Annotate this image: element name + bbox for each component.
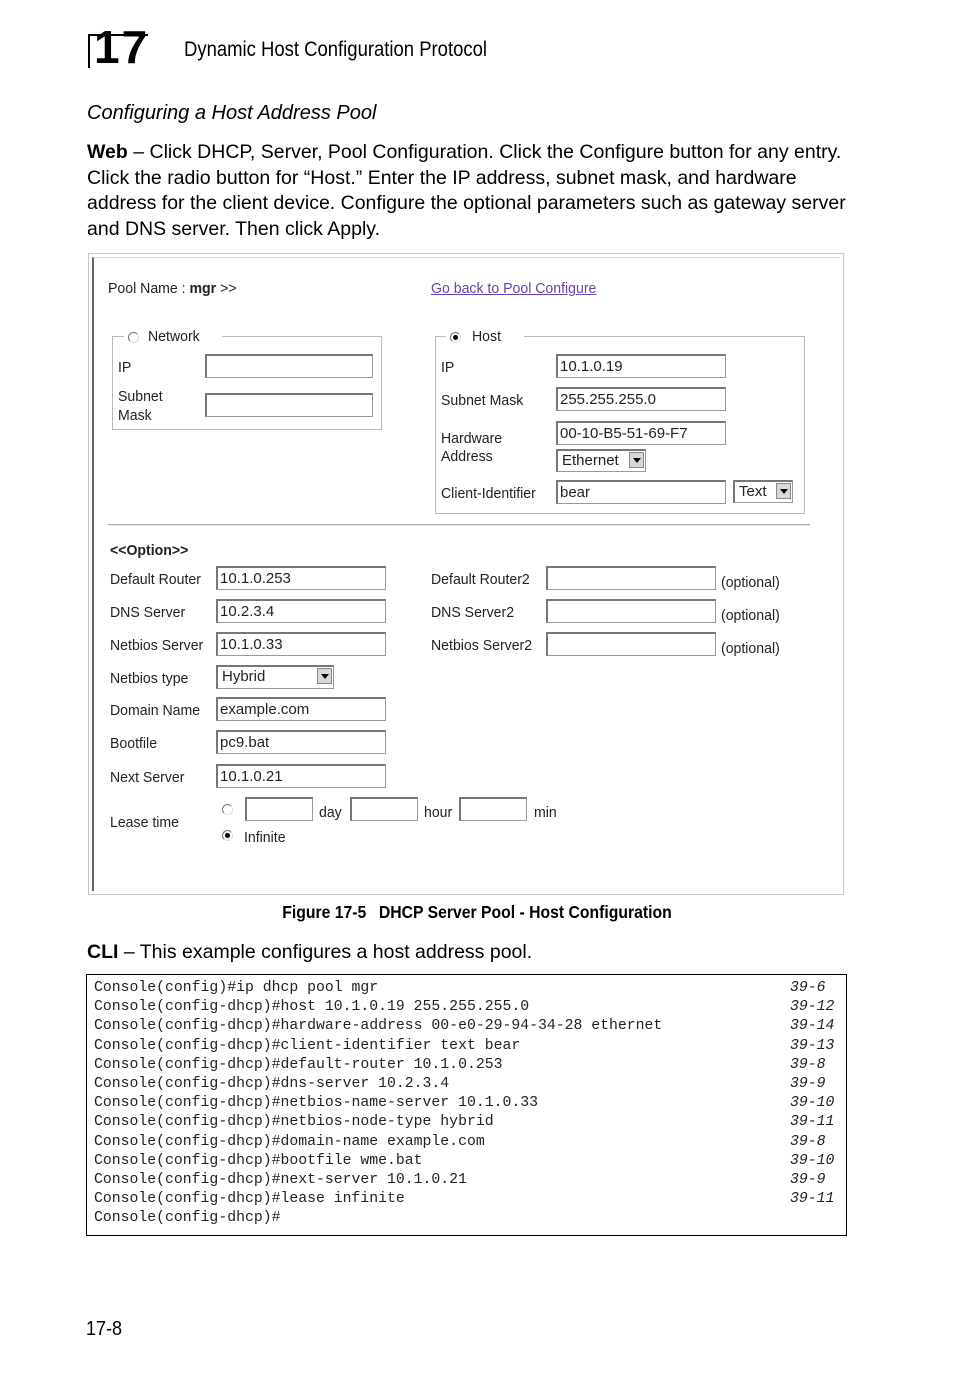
- netbios-server-input[interactable]: 10.1.0.33: [216, 632, 386, 656]
- cli-intro: [87, 941, 532, 964]
- web-lead: Web: [87, 141, 128, 163]
- cli-line: Console(config-dhcp)#netbios-node-type hybrid: [94, 1114, 494, 1131]
- figure-caption: [48, 902, 907, 923]
- lease-min-label: min: [534, 804, 557, 821]
- default-router2-optional: (optional): [721, 574, 780, 591]
- cli-ref: 39-6: [790, 980, 826, 996]
- default-router-input[interactable]: 10.1.0.253: [216, 566, 386, 590]
- host-radio-label: Host: [472, 328, 501, 345]
- cli-lead: CLI: [87, 941, 119, 963]
- go-back-link[interactable]: Go back to Pool Configure: [431, 280, 597, 297]
- netbios-server-label: Netbios Server: [110, 637, 204, 654]
- options-heading: <<Option>>: [110, 542, 189, 559]
- domain-name-label: Domain Name: [110, 702, 201, 719]
- next-server-label: Next Server: [110, 769, 185, 786]
- netbios-type-select[interactable]: [216, 665, 334, 689]
- lease-infinite-label: Infinite: [244, 829, 286, 846]
- netbios-server2-optional: (optional): [721, 640, 780, 657]
- chevron-down-icon[interactable]: [629, 452, 644, 468]
- chapter-title: Dynamic Host Configuration Protocol: [184, 38, 488, 61]
- network-legend: [124, 326, 222, 346]
- cli-line: Console(config-dhcp)#default-router 10.1.0.253: [94, 1056, 503, 1073]
- client-id-input[interactable]: bear: [556, 480, 726, 504]
- dns-server2-label: DNS Server2: [431, 604, 515, 621]
- network-ip-input[interactable]: [205, 354, 373, 378]
- dns-server-input[interactable]: 10.2.3.4: [216, 599, 386, 623]
- figure-number: Figure 17-5: [282, 902, 367, 922]
- cli-intro-text: – This example configures a host address pool.: [118, 941, 533, 963]
- host-hw-input[interactable]: 00-10-B5-51-69-F7: [556, 421, 726, 445]
- pool-config-screenshot: [88, 253, 844, 895]
- lease-hour-input[interactable]: [350, 797, 418, 821]
- web-instructions: [87, 140, 847, 242]
- cli-line: Console(config-dhcp)#host 10.1.0.19 255.255.255.0: [94, 999, 530, 1016]
- network-subnet-input[interactable]: [205, 393, 373, 417]
- cli-line: Console(config-dhcp)#client-identifier text bear: [94, 1037, 521, 1054]
- cli-line: Console(config-dhcp)#bootfile wme.bat: [94, 1152, 423, 1169]
- lease-time-label: Lease time: [110, 814, 179, 831]
- lease-min-input[interactable]: [459, 797, 527, 821]
- section-title: Configuring a Host Address Pool: [87, 102, 377, 124]
- cli-ref: 39-8: [790, 1056, 826, 1073]
- host-ip-input[interactable]: 10.1.0.19: [556, 354, 726, 378]
- default-router2-input[interactable]: [546, 566, 716, 590]
- dns-server2-input[interactable]: [546, 599, 716, 623]
- dns-server-label: DNS Server: [110, 604, 186, 621]
- cli-example-box: [86, 974, 847, 1236]
- netbios-type-value: Hybrid: [222, 668, 266, 685]
- default-router-label: Default Router: [110, 571, 201, 588]
- chevron-down-icon[interactable]: [776, 483, 791, 499]
- cli-line: Console(config-dhcp)#next-server 10.1.0.21: [94, 1172, 467, 1188]
- lease-day-input[interactable]: [245, 797, 313, 821]
- cli-line: Console(config-dhcp)#domain-name example.com: [94, 1133, 485, 1150]
- host-subnet-input[interactable]: 255.255.255.0: [556, 387, 726, 411]
- network-subnet-label-1: Subnet: [118, 388, 163, 405]
- host-hw-type-value: Ethernet: [562, 452, 619, 469]
- host-hw-type-select[interactable]: [556, 449, 646, 472]
- chapter-number-text: 17: [94, 21, 150, 73]
- chapter-number: [88, 21, 168, 73]
- client-id-type-value: Text: [739, 483, 767, 500]
- cli-line: Console(config-dhcp)#lease infinite: [94, 1191, 405, 1208]
- host-hw-label-1: Hardware: [441, 430, 503, 447]
- host-subnet-label: Subnet Mask: [441, 392, 524, 409]
- network-subnet-label-2: Mask: [118, 407, 152, 424]
- netbios-type-label: Netbios type: [110, 670, 189, 687]
- cli-ref: 39-8: [790, 1133, 826, 1150]
- web-text: – Click DHCP, Server, Pool Configuration. Click the Configure button for any entry. Click the radio button for “Host.” Enter the IP address, subnet mask, and hardware address for the client device. Configure the optional parameters such as gateway server and DNS server. Then click Apply.: [87, 141, 846, 240]
- netbios-server2-label: Netbios Server2: [431, 637, 533, 654]
- cli-line: Console(config)#ip dhcp pool mgr: [94, 980, 379, 996]
- cli-ref: 39-9: [790, 1172, 826, 1188]
- netbios-server2-input[interactable]: [546, 632, 716, 656]
- page-number: 17-8: [86, 1318, 123, 1340]
- host-radio[interactable]: [450, 332, 461, 343]
- cli-ref: 39-13: [790, 1037, 835, 1054]
- lease-day-label: day: [319, 804, 342, 821]
- chevron-down-icon[interactable]: [317, 668, 332, 684]
- default-router2-label: Default Router2: [431, 571, 530, 588]
- pool-name-value: mgr: [189, 280, 217, 297]
- figure-title: DHCP Server Pool - Host Configuration: [378, 902, 672, 922]
- cli-line: Console(config-dhcp)#hardware-address 00-e0-29-94-34-28 ethernet: [94, 1018, 663, 1035]
- dns-server2-optional: (optional): [721, 607, 780, 624]
- lease-infinite-radio[interactable]: [222, 830, 233, 841]
- next-server-input[interactable]: 10.1.0.21: [216, 764, 386, 788]
- cli-line: Console(config-dhcp)#: [94, 1210, 281, 1227]
- pool-name-label: Pool Name : mgr >>: [108, 280, 237, 297]
- host-legend: [446, 326, 524, 346]
- cli-line: Console(config-dhcp)#dns-server 10.2.3.4: [94, 1076, 450, 1092]
- cli-ref: 39-10: [790, 1152, 835, 1169]
- cli-ref: 39-10: [790, 1095, 835, 1112]
- cli-ref: 39-9: [790, 1076, 826, 1092]
- section-divider: [108, 524, 810, 526]
- network-ip-label: IP: [118, 359, 132, 376]
- cli-ref: 39-11: [790, 1114, 835, 1131]
- host-hw-label-2: Address: [441, 448, 493, 465]
- client-id-label: Client-Identifier: [441, 485, 536, 502]
- cli-line: Console(config-dhcp)#netbios-name-server 10.1.0.33: [94, 1095, 538, 1112]
- bootfile-input[interactable]: pc9.bat: [216, 730, 386, 754]
- cli-ref: 39-11: [790, 1191, 835, 1208]
- domain-name-input[interactable]: example.com: [216, 697, 386, 721]
- client-id-type-select[interactable]: [733, 480, 793, 503]
- network-radio[interactable]: [128, 332, 139, 343]
- cli-ref: 39-14: [790, 1018, 835, 1035]
- lease-duration-radio[interactable]: [222, 804, 233, 815]
- bootfile-label: Bootfile: [110, 735, 158, 752]
- host-ip-label: IP: [441, 359, 455, 376]
- network-radio-label: Network: [148, 328, 200, 345]
- lease-hour-label: hour: [424, 804, 453, 821]
- cli-ref: 39-12: [790, 999, 835, 1016]
